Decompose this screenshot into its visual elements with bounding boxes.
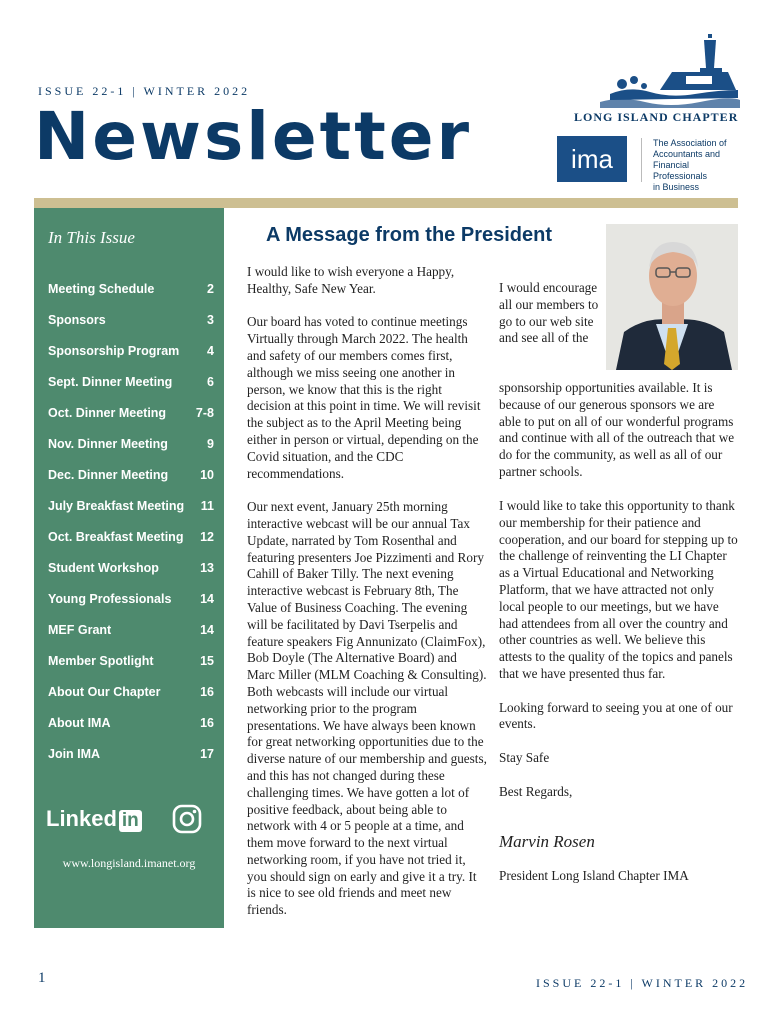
article-column-2: sponsorship opportunities available. It is because of our generous sponsors we are able to put on all of our wonderful programs and continue with all of the outreach that we do for the community, as well as all of our partner schools. <box>499 380 735 479</box>
toc-item-label: Meeting Schedule <box>48 282 155 296</box>
toc-item[interactable] <box>48 344 214 362</box>
toc-item-label: Join IMA <box>48 747 101 761</box>
toc-item[interactable] <box>48 437 214 455</box>
toc-item-page: 6 <box>207 375 214 389</box>
toc-item[interactable] <box>48 623 214 641</box>
signature: Marvin Rosen <box>499 832 595 851</box>
linkedin-wordmark: Linked <box>46 806 117 831</box>
chapter-name: LONG ISLAND CHAPTER <box>574 110 739 124</box>
toc-item-label: Oct. Dinner Meeting <box>48 406 167 420</box>
toc-item-page: 4 <box>207 344 214 358</box>
toc-item[interactable] <box>48 282 214 300</box>
instagram-icon[interactable] <box>172 804 202 834</box>
toc-item[interactable] <box>48 468 214 486</box>
linkedin-icon[interactable] <box>46 806 142 832</box>
toc-item-label: Sept. Dinner Meeting <box>48 375 173 389</box>
paragraph: I would like to wish everyone a Happy, Healthy, Safe New Year. <box>247 264 455 296</box>
toc-item-page: 9 <box>207 437 214 451</box>
toc-item[interactable] <box>48 654 214 672</box>
toc-item-page: 10 <box>200 468 214 482</box>
toc-item-page: 7-8 <box>195 406 214 420</box>
toc-item-label: July Breakfast Meeting <box>48 499 185 513</box>
header-divider-bar <box>34 198 738 208</box>
toc-item-page: 14 <box>200 623 214 637</box>
toc-item-page: 12 <box>200 530 214 544</box>
association-text <box>653 138 745 193</box>
paragraph: Looking forward to seeing you at one of our events. <box>499 699 733 732</box>
toc-item-label: Young Professionals <box>48 592 172 606</box>
article-title: A Message from the President <box>266 224 553 246</box>
toc-item-page: 17 <box>200 747 214 761</box>
toc-item-label: Dec. Dinner Meeting <box>48 468 169 482</box>
toc-item[interactable] <box>48 747 214 765</box>
toc-item-label: Student Workshop <box>48 561 159 575</box>
toc-item-page: 16 <box>200 716 214 730</box>
article-column-3 <box>499 498 739 817</box>
toc-item-label: About IMA <box>48 716 111 730</box>
toc-item-page: 3 <box>207 313 214 327</box>
toc-item-label: Member Spotlight <box>48 654 154 668</box>
lighthouse-logo <box>600 28 740 112</box>
toc-item-label: Sponsors <box>48 313 106 327</box>
association-line: The Association of <box>653 138 727 148</box>
association-line: in Business <box>653 182 700 192</box>
toc-heading: In This Issue <box>48 228 135 247</box>
toc-item-page: 16 <box>200 685 214 699</box>
signature-title: President Long Island Chapter IMA <box>499 868 689 883</box>
paragraph: Best Regards, <box>499 783 573 799</box>
page-number: 1 <box>38 970 46 986</box>
toc-item-page: 11 <box>200 499 214 513</box>
article-column-2-wrap: I would encourage all our members to go to our web site and see all of the <box>499 280 599 346</box>
issue-label-bottom: ISSUE 22-1 | WINTER 2022 <box>536 976 749 990</box>
toc-item[interactable] <box>48 499 214 517</box>
association-line: Financial Professionals <box>653 160 708 181</box>
ima-logo: ima <box>557 136 627 182</box>
president-photo <box>606 224 738 370</box>
logo-divider <box>641 138 642 182</box>
toc-item[interactable] <box>48 561 214 579</box>
paragraph: Our board has voted to continue meetings Virtually through March 2022. The health and safety of our members comes first, although we miss seeing one another in person, we know that this is the right decision at this point in time. We will revisit the subject as to the April Meeting being either in person or virtual, depending on the Covid situation, and the CDC recommendations. <box>247 314 481 481</box>
toc-item-label: Oct. Breakfast Meeting <box>48 530 184 544</box>
toc-item[interactable] <box>48 375 214 393</box>
toc-item-page: 14 <box>200 592 214 606</box>
toc-item-label: Sponsorship Program <box>48 344 180 358</box>
toc-item-label: MEF Grant <box>48 623 112 637</box>
sidebar <box>34 208 224 928</box>
toc-item-page: 13 <box>200 561 214 575</box>
paragraph: Our next event, January 25th morning interactive webcast will be our annual Tax Update, narrated by Tom Rosenthal and featuring presenters Joe Pizzimenti and Rory Cahill of Baker Tilly. The next evening interactive webcast is February 8th, The Value of Business Coaching. The evening will be facilitated by Davi Tserpelis and feature speakers Fig Annunizato (ClaimFox), Bob Doyle (The Alternative Board) and Marc Miller (MLM Coaching & Consulting). Both webcasts will include our virtual networking prior to the program presentations. We have always been known for great networking opportunities due to the diverse nature of our membership and guests, and this has not changed during these challenging times. We have gotten a lot of positive feedback, about being able to network with 4 or 5 people at a time, and them move forward to the next virtual networking room, if you have not tried it, you should sign on early and give it a try. It is nice to see old friends and meet new friends. <box>247 499 487 918</box>
toc-item-page: 15 <box>200 654 214 668</box>
toc-item-label: Nov. Dinner Meeting <box>48 437 168 451</box>
toc-item[interactable] <box>48 530 214 548</box>
toc-item[interactable] <box>48 592 214 610</box>
toc-item[interactable] <box>48 406 214 424</box>
toc-item[interactable] <box>48 313 214 331</box>
toc-item-label: About Our Chapter <box>48 685 161 699</box>
article-column-1 <box>247 264 487 936</box>
website-link[interactable]: www.longisland.imanet.org <box>62 856 196 870</box>
toc-item[interactable] <box>48 716 214 734</box>
toc-item-page: 2 <box>207 282 214 296</box>
toc-item[interactable] <box>48 685 214 703</box>
paragraph: Stay Safe <box>499 749 550 765</box>
linkedin-in-badge: in <box>119 810 142 832</box>
issue-label-top: ISSUE 22-1 | WINTER 2022 <box>38 84 251 98</box>
newsletter-title: Newsletter <box>34 98 473 175</box>
paragraph: I would like to take this opportunity to thank our membership for their patience and cooperation, and our board for stepping up to the challenge of reinventing the LI Chapter as a Virtual Educational and Networking Platform, that we have attracted not only local people to our meetings, but we have had attendees from all over the country and other countries as well. We believe this attests to the quality of the topics and panels that we have presented thus far. <box>499 498 738 681</box>
association-line: Accountants and <box>653 149 721 159</box>
